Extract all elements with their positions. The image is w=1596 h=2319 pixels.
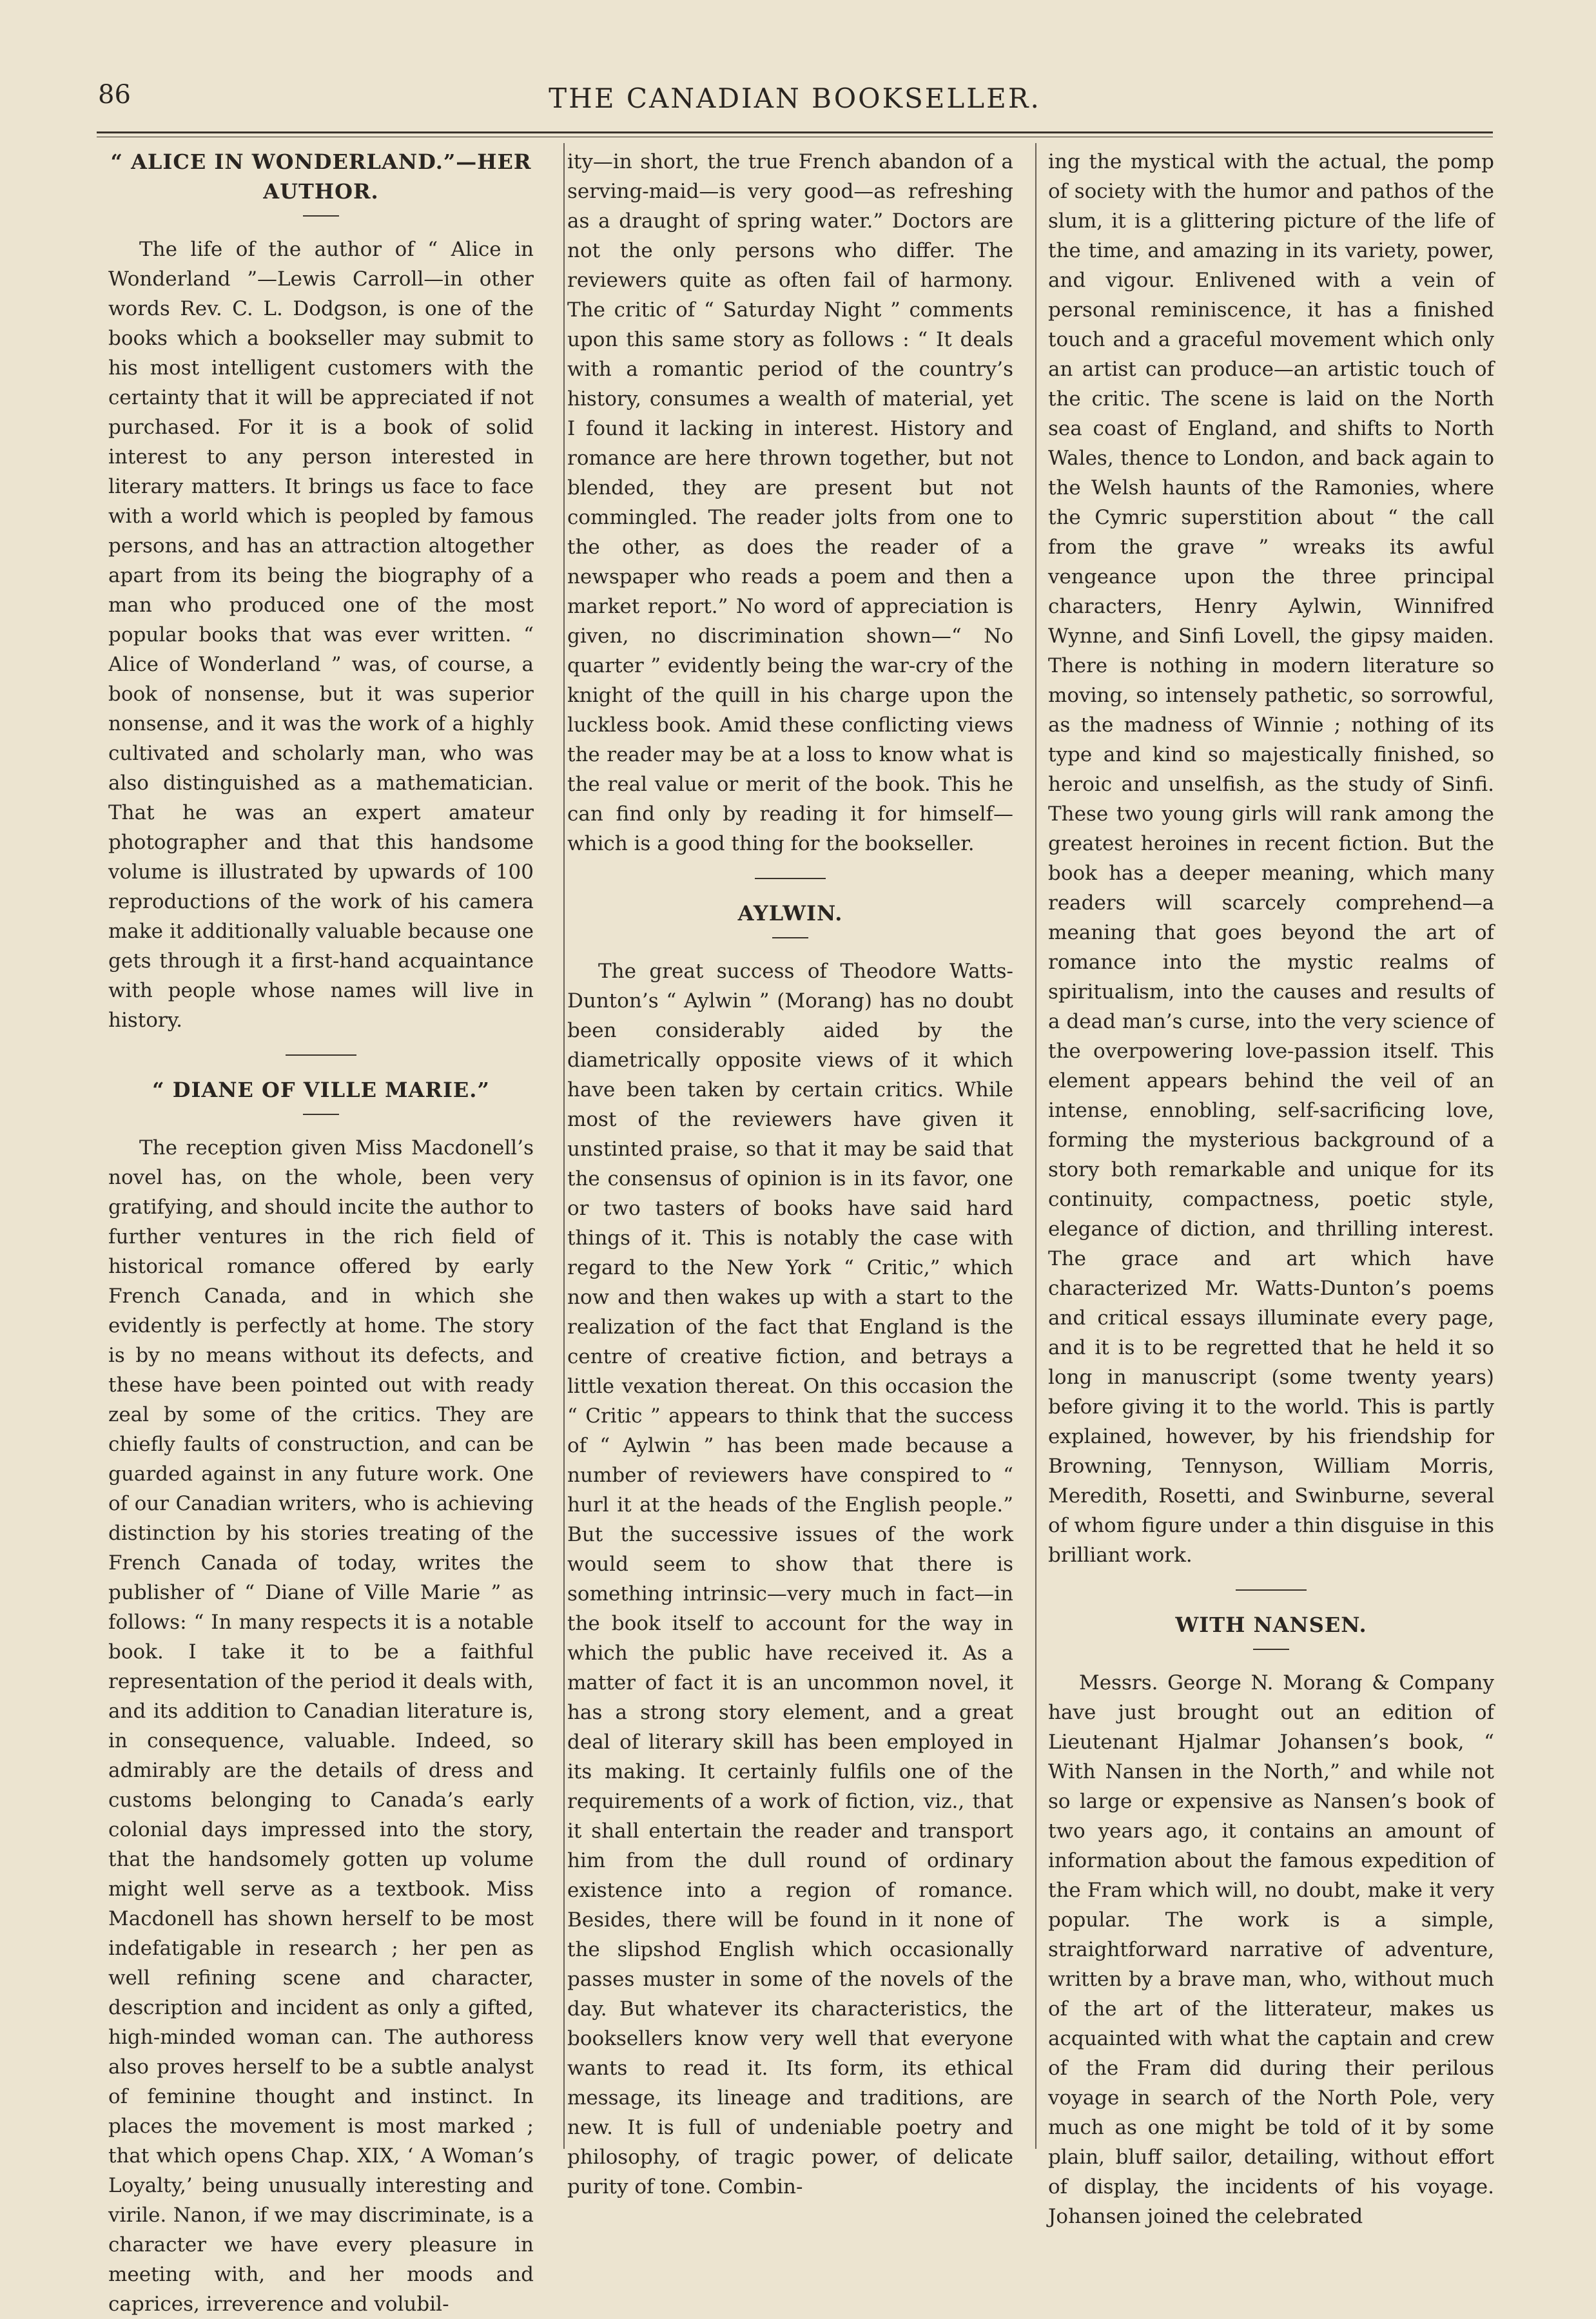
title-rule — [303, 1114, 339, 1115]
title-rule — [303, 215, 339, 217]
article-body-alice: The life of the author of “ Alice in Wonderland ”—Lewis Carroll—in other words Rev. C. L. Dodgson, is one of the books which a bookseller may submit to his most intelligent customers with the certainty that it will be appreciated if not purchased. For it is a book of solid interest to any person interested in literary matters. It brings us face to face with a world which is peopled by famous persons, and has an attraction altogether apart from its being the biography of a man who produced one of the most popular books that was ever written. “ Alice of Wonderland ” was, of course, a book of nonsense, but it was superior nonsense, and it was the work of a highly cultivated and scholarly man, who was also distinguished as a mathematician. That he was an expert amateur photographer and that this handsome volume is illustrated by upwards of 100 reproductions of the work of his camera make it additionally valuable because one gets through it a first-hand acquaintance with people whose names will live in history. — [108, 238, 534, 1032]
column-2 — [567, 147, 1013, 2198]
column-divider-1 — [563, 143, 565, 2149]
page-number: 86 — [98, 80, 131, 110]
article-title-aylwin: AYLWIN. — [737, 901, 843, 926]
article-title-nansen: WITH NANSEN. — [1175, 1613, 1367, 1637]
running-title: THE CANADIAN BOOKSELLER. — [549, 82, 1041, 114]
header-rule — [97, 131, 1493, 133]
article-body-diane: The reception given Miss Macdonell’s novel has, on the whole, been very gratifying, and should incite the author to further ventures in the rich field of historical romance offered by early French Canada, and in which she evidently is perfectly at home. The story is by no means without its defects, and these have been pointed out with ready zeal by some of the critics. They are chiefly faults of construction, and can be guarded against in any future work. One of our Canadian writers, who is achieving distinction by his stories treating of the French Canada of today, writes the publisher of “ Diane of Ville Marie ” as follows: “ In many respects it is a notable book. I take it to be a faithful representation of the period it deals with, and its addition to Canadian literature is, in consequence, valuable. Indeed, so admirably are the details of dress and customs belonging to Canada’s early colonial days impressed into the story, that the handsomely gotten up volume might well serve as a textbook. Miss Macdonell has shown herself to be most indefatigable in research ; her pen as well refining scene and character, description and incident as only a gifted, high-minded woman can. The authoress also proves herself to be a subtle analyst of feminine thought and instinct. In places the movement is most marked ; that which opens Chap. XIX, ‘ A Woman’s Loyalty,’ being unusually interesting and virile. Nanon, if we may discriminate, is a character we have every pleasure in meeting with, and her moods and caprices, irreverence and volubil- — [108, 1136, 534, 2316]
article-body-diane-continued: ity—in short, the true French abandon of a serving-maid—is very good—as refreshing as a draught of spring water.” Doctors are not the only persons who differ. The reviewers quite as often fail of harmony. The critic of “ Saturday Night ” comments upon this same story as follows : “ It deals with a romantic period of the country’s history, consumes a wealth of material, yet I found it lacking in interest. History and romance are here thrown together, but not blended, they are present but not commingled. The reader jolts from one to the other, as does the reader of a newspaper who reads a poem and then a market report.” No word of appreciation is given, no discrimination shown—“ No quarter ” evidently being the war-cry of the knight of the quill in his charge upon the luckless book. Amid these conflicting views the reader may be at a loss to know what is the real value or merit of the book. This he can find only by reading it for himself—which is a good thing for the bookseller. — [567, 150, 1013, 855]
page-header — [97, 76, 1493, 121]
title-rule — [772, 937, 808, 938]
section-rule — [1236, 1589, 1307, 1591]
article-title-diane: “ DIANE OF VILLE MARIE.” — [152, 1078, 490, 1102]
title-rule — [1253, 1649, 1289, 1650]
column-1 — [108, 147, 534, 2316]
column-divider-2 — [1035, 143, 1036, 2149]
article-body-nansen: Messrs. George N. Morang & Company have just brought out an edition of Lieutenant Hjalmar Johansen’s book, “ With Nansen in the North,” and while not so large or expensive as Nansen’s book of two years ago, it contains an amount of information about the famous expedition of the Fram which will, no doubt, make it very popular. The work is a simple, straightforward narrative of adventure, written by a brave man, who, without much of the art of the litterateur, makes us acquainted with what the captain and crew of the Fram did during their perilous voyage in search of the North Pole, very much as one might be told of it by some plain, bluff sailor, detailing, without effort of display, the incidents of his voyage. Johansen joined the celebrated — [1048, 1671, 1494, 2228]
column-3 — [1048, 147, 1494, 2228]
section-rule — [755, 878, 826, 879]
article-body-aylwin: The great success of Theodore Watts-Dunton’s “ Aylwin ” (Morang) has no doubt been considerably aided by the diametrically opposite views of it which have been taken by certain critics. While most of the reviewers have given it unstinted praise, so that it may be said that the consensus of opinion is in its favor, one or two tasters of books have said hard things of it. This is notably the case with regard to the New York “ Critic,” which now and then wakes up with a start to the realization of the fact that England is the centre of creative fiction, and betrays a little vexation thereat. On this occasion the “ Critic ” appears to think that the success of “ Aylwin ” has been made because a number of reviewers have conspired to “ hurl it at the heads of the English people.” But the successive issues of the work would seem to show that there is something intrinsic—very much in fact—in the book itself to account for the way in which the public have received it. As a matter of fact it is an uncommon novel, it has a strong story element, and a great deal of literary skill has been employed in its making. It certainly fulfils one of the requirements of a work of fiction, viz., that it shall entertain the reader and transport him from the dull round of ordinary existence into a region of romance. Besides, there will be found in it none of the slipshod English which occasionally passes muster in some of the novels of the day. But whatever its characteristics, the booksellers know very well that everyone wants to read it. Its form, its ethical message, its lineage and traditions, are new. It is full of undeniable poetry and philosophy, of tragic power, of delicate purity of tone. Combin- — [567, 960, 1013, 2198]
section-rule — [286, 1054, 356, 1056]
article-body-aylwin-continued: ing the mystical with the actual, the pomp of society with the humor and pathos of the slum, it is a glittering picture of the life of the time, and amazing in its variety, power, and vigour. Enlivened with a vein of personal reminiscence, it has a finished touch and a graceful movement which only an artist can produce—an artistic touch of the critic. The scene is laid on the North sea coast of England, and shifts to North Wales, thence to London, and back again to the Welsh haunts of the Ramonies, where the Cymric superstition about “ the call from the grave ” wreaks its awful vengeance upon the three principal characters, Henry Aylwin, Winnifred Wynne, and Sinfi Lovell, the gipsy maiden. There is nothing in modern literature so moving, so intensely pathetic, so sorrowful, as the madness of Winnie ; nothing of its type and kind so majestically finished, so heroic and unselfish, as the study of Sinfi. These two young girls will rank among the greatest heroines in recent fiction. But the book has a deeper meaning, which many readers will scarcely comprehend—a meaning that goes beyond the art of romance into the mystic realms of spiritualism, into the causes and results of a dead man’s curse, into the very science of the overpowering love-passion itself. This element appears behind the veil of an intense, ennobling, self-sacrificing love, forming the mysterious background of a story both remarkable and unique for its continuity, compactness, poetic style, elegance of diction, and thrilling interest. The grace and art which have characterized Mr. Watts-Dunton’s poems and critical essays illuminate every page, and it is to be regretted that he held it so long in manuscript (some twenty years) before giving it to the world. This is partly explained, however, by his friendship for Browning, Tennyson, William Morris, Meredith, Rosetti, and Swinburne, several of whom figure under a thin disguise in this brilliant work. — [1048, 150, 1494, 1567]
article-title-alice: “ ALICE IN WONDERLAND.”—HER AUTHOR. — [110, 150, 532, 204]
